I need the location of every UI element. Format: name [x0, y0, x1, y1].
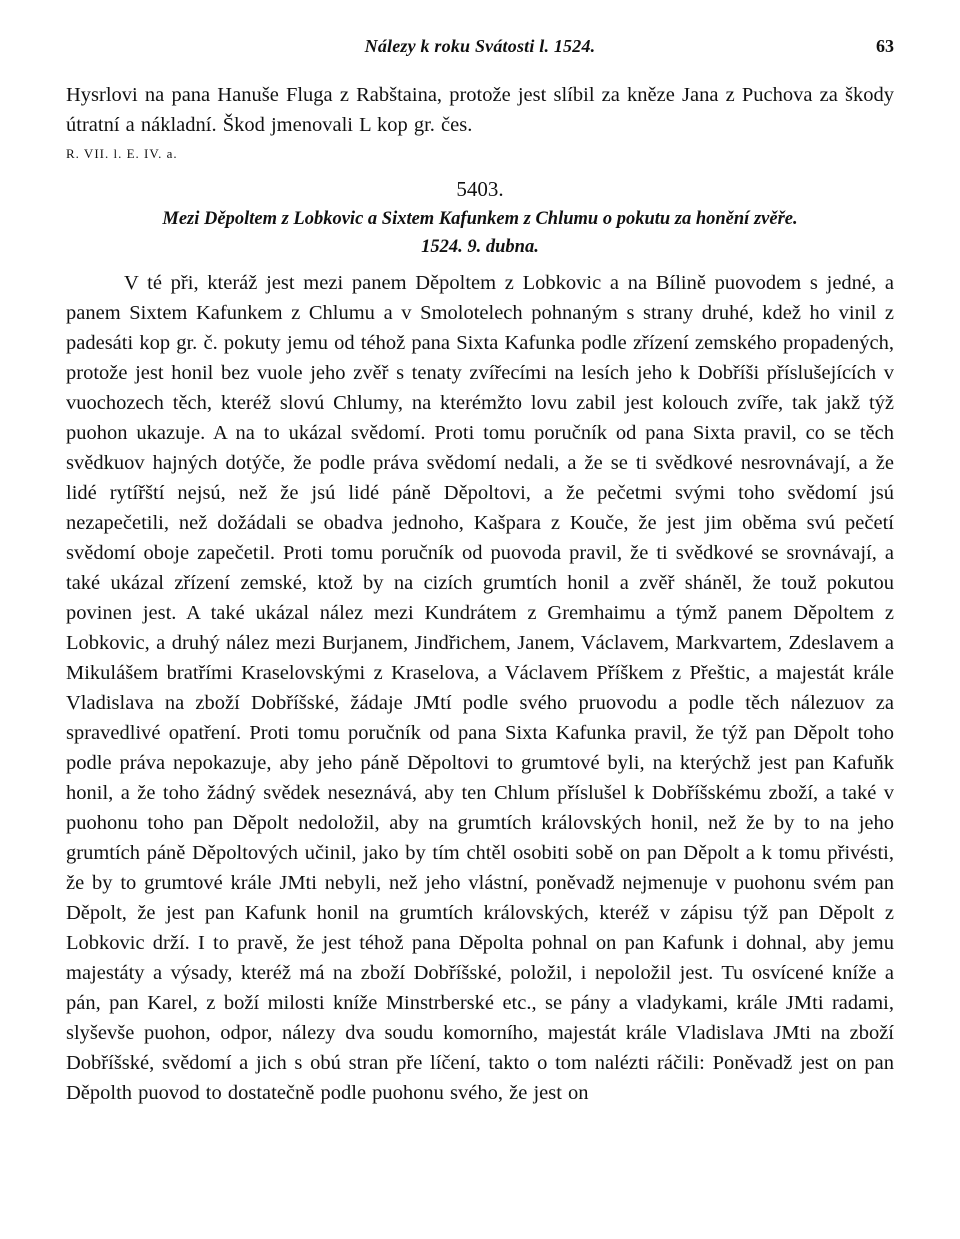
- entry-heading: Mezi Děpoltem z Lobkovic a Sixtem Kafunkem z Chlumu o pokutu za honění zvěře.: [162, 209, 798, 229]
- entry-text: V té při, kteráž jest mezi panem Děpoltem z Lobkovic a na Bílině puovodem s jedné, a panem Sixtem Kafunkem z Chlumu a v Smolotelech pohnaným s strany druhé, kdež ho vinil z padesáti kop gr. č. pokuty jemu od téhož pana Sixta Kafunka podle zřízení zemského propadených, protože jest honil bez vuole jeho zvěř s tenaty zvířecími na lesích jeho k Dobříši příslušejících v vuochozech těch, kteréž slovú Chlumy, na kterémžto lovu zabil jest kolouch zvíře, tak jakž týž puohon ukazuje. A na to ukázal svědomí. Proti tomu poručník od pana Sixta pravil, co se těch svědkuov hajných dotýče, že podle práva svědomí nedali, a že se ti svědkové nesrovnávají, a že lidé rytířští nejsú, než že jsú lidé páně Děpoltovi, a že pečetmi svými toho svědomí jsú nezapečetili, než dožádali se obadva jednoho, Kašpara z Kouče, že jest jim oběma svú pečetí svědomí oboje zapečetil. Proti tomu poručník od puovoda pravil, že ti svědkové se srovnávají, a také ukázal zřízení zemské, ktož by na cizích grumtích honil a zvěř sháněl, že touž pokutou povinen jest. A také ukázal nález mezi Kundrátem z Gremhaimu a týmž panem Děpoltem z Lobkovic, a druhý nález mezi Burjanem, Jindřichem, Janem, Václavem, Markvartem, Zdeslavem a Mikulášem bratřími Kraselovskými z Kraselova, a Václavem Příškem z Přeštic, a majestát krále Vladislava na zboží Dobříšské, žádaje JMtí podle svého pruovodu a podle těch nálezuov za spravedlivé opatření. Proti tomu poručník od pana Sixta Kafunka pravil, že týž pan Děpolt toho podle práva nepokazuje, aby jeho páně Děpoltovi to grumtové byli, na kterýchž jest pan Kafuňk honil, a že toho žádný svědek neseznává, aby ten Chlum příslušel k Dobříšskému zboží, a také v puohonu toho pan Děpolt nedoložil, aby na grumtích královských honil, než že by to na jeho grumtích páně Děpoltových učinil, jako by tím chtěl osobiti sobě on pan Děpolt a k tomu přivésti, že by to grumtové krále JMti nebyli, než jeho vlástní, poněvadž nejmenuje v puohonu svém pan Děpolt, že jest pan Kafunk honil na grumtích královských, kteréž v zápisu týž pan Děpolt z Lobkovic drží. I to pravě, že jest téhož pana Děpolta pohnal on pan Kafunk i dohnal, aby jemu majestáty a výsady, kteréž má na zboží Dobříšské, položil, i nepoložil jest. Tu osvícené kníže a pán, pan Karel, z boží milosti kníže Minstrberské etc., se pány a vladykami, krále JMti radami, slyševše puohon, odpor, nálezy dva soudu komorního, majestát krále Vladislava JMti na zboží Dobříšské, svědomí a jich s obú stran pře líčení, takto o tom nalézti ráčili: Poněvadž jest on pan Děpolth puovod to dostatečně podle puohonu svého, že jest on: [66, 272, 894, 1104]
- page-number: 63: [876, 36, 894, 56]
- entry-date: 1524. 9. dubna.: [421, 237, 539, 257]
- entry-number: 5403.: [456, 177, 504, 201]
- running-head: [66, 36, 894, 66]
- archive-signature: R. VII. l. E. IV. a.: [66, 146, 178, 161]
- document-page: [66, 36, 894, 1108]
- intro-paragraph: Hysrlovi na pana Hanuše Fluga z Rabštaina, protože jest slíbil za kněze Jana z Puchova za škody útratní a nákladní. Škod jmenovali L kop gr. čes.: [66, 84, 894, 136]
- running-title: Nálezy k roku Svátosti l. 1524.: [364, 36, 596, 56]
